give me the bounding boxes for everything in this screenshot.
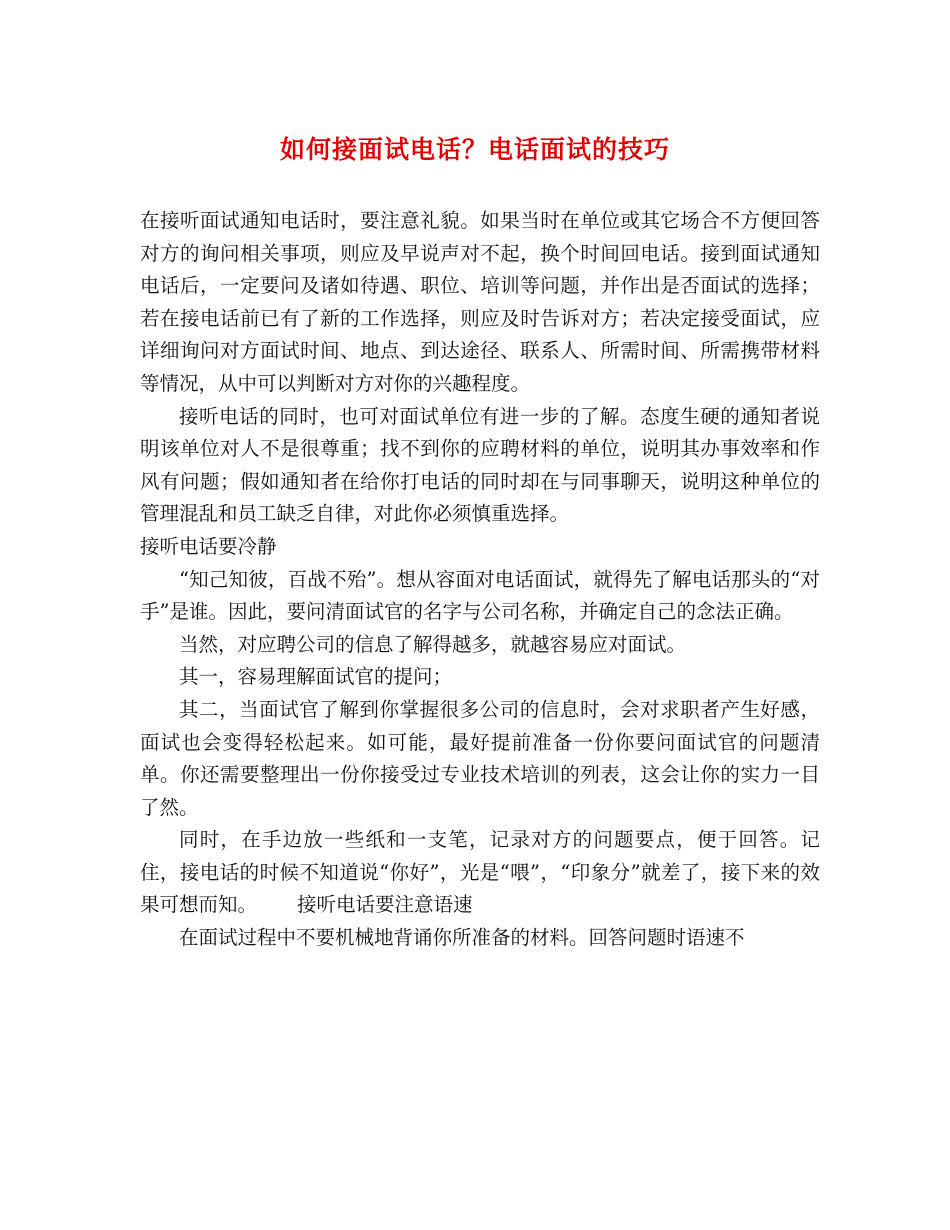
paragraph-text: 同时，在手边放一些纸和一支笔，记录对方的问题要点，便于回答。记住，接电话的时候不知道说“你好”，光是“喂”，“印象分”就差了，接下来的效果可想而知。 [140, 828, 820, 917]
paragraph: 在接听面试通知电话时，要注意礼貌。如果当时在单位或其它场合不方便回答对方的询问相关事项，则应及早说声对不起，换个时间回电话。接到面试通知电话后，一定要问及诸如待遇、职位、培训等问题，并作出是否面试的选择；若在接电话前已有了新的工作选择，则应及时告诉对方；若决定接受面试，应详细询问对方面试时间、地点、到达途径、联系人、所需时间、所需携带材料等情况，从中可以判断对方对你的兴趣程度。 [140, 209, 820, 395]
paragraph: 其一，容易理解面试官的提问； [179, 665, 453, 689]
paragraph [140, 824, 820, 922]
section-heading: 接听电话要冷静 [140, 534, 277, 558]
paragraph: 在面试过程中不要机械地背诵你所准备的材料。回答问题时语速不 [179, 926, 745, 950]
section-heading: 接听电话要注意语速 [297, 893, 473, 917]
paragraph: “知己知彼，百战不殆”。想从容面对电话面试，就得先了解电话那头的“对手”是谁。因此，要问清面试官的名字与公司名称，并确定自己的念法正确。 [140, 567, 820, 624]
paragraph: 其二，当面试官了解到你掌握很多公司的信息时，会对求职者产生好感，面试也会变得轻松起来。如可能，最好提前准备一份你要问面试官的问题清单。你还需要整理出一份你接受过专业技术培训的列表，这会让你的实力一目了然。 [140, 697, 820, 819]
document-body [140, 205, 820, 955]
paragraph: 当然，对应聘公司的信息了解得越多，就越容易应对面试。 [179, 632, 687, 656]
paragraph: 接听电话的同时，也可对面试单位有进一步的了解。态度生硬的通知者说明该单位对人不是很尊重；找不到你的应聘材料的单位，说明其办事效率和作风有问题；假如通知者在给你打电话的同时却在与同事聊天，说明这种单位的管理混乱和员工缺乏自律，对此你必须慎重选择。 [140, 404, 820, 526]
document-title: 如何接面试电话？电话面试的技巧 [279, 135, 670, 164]
